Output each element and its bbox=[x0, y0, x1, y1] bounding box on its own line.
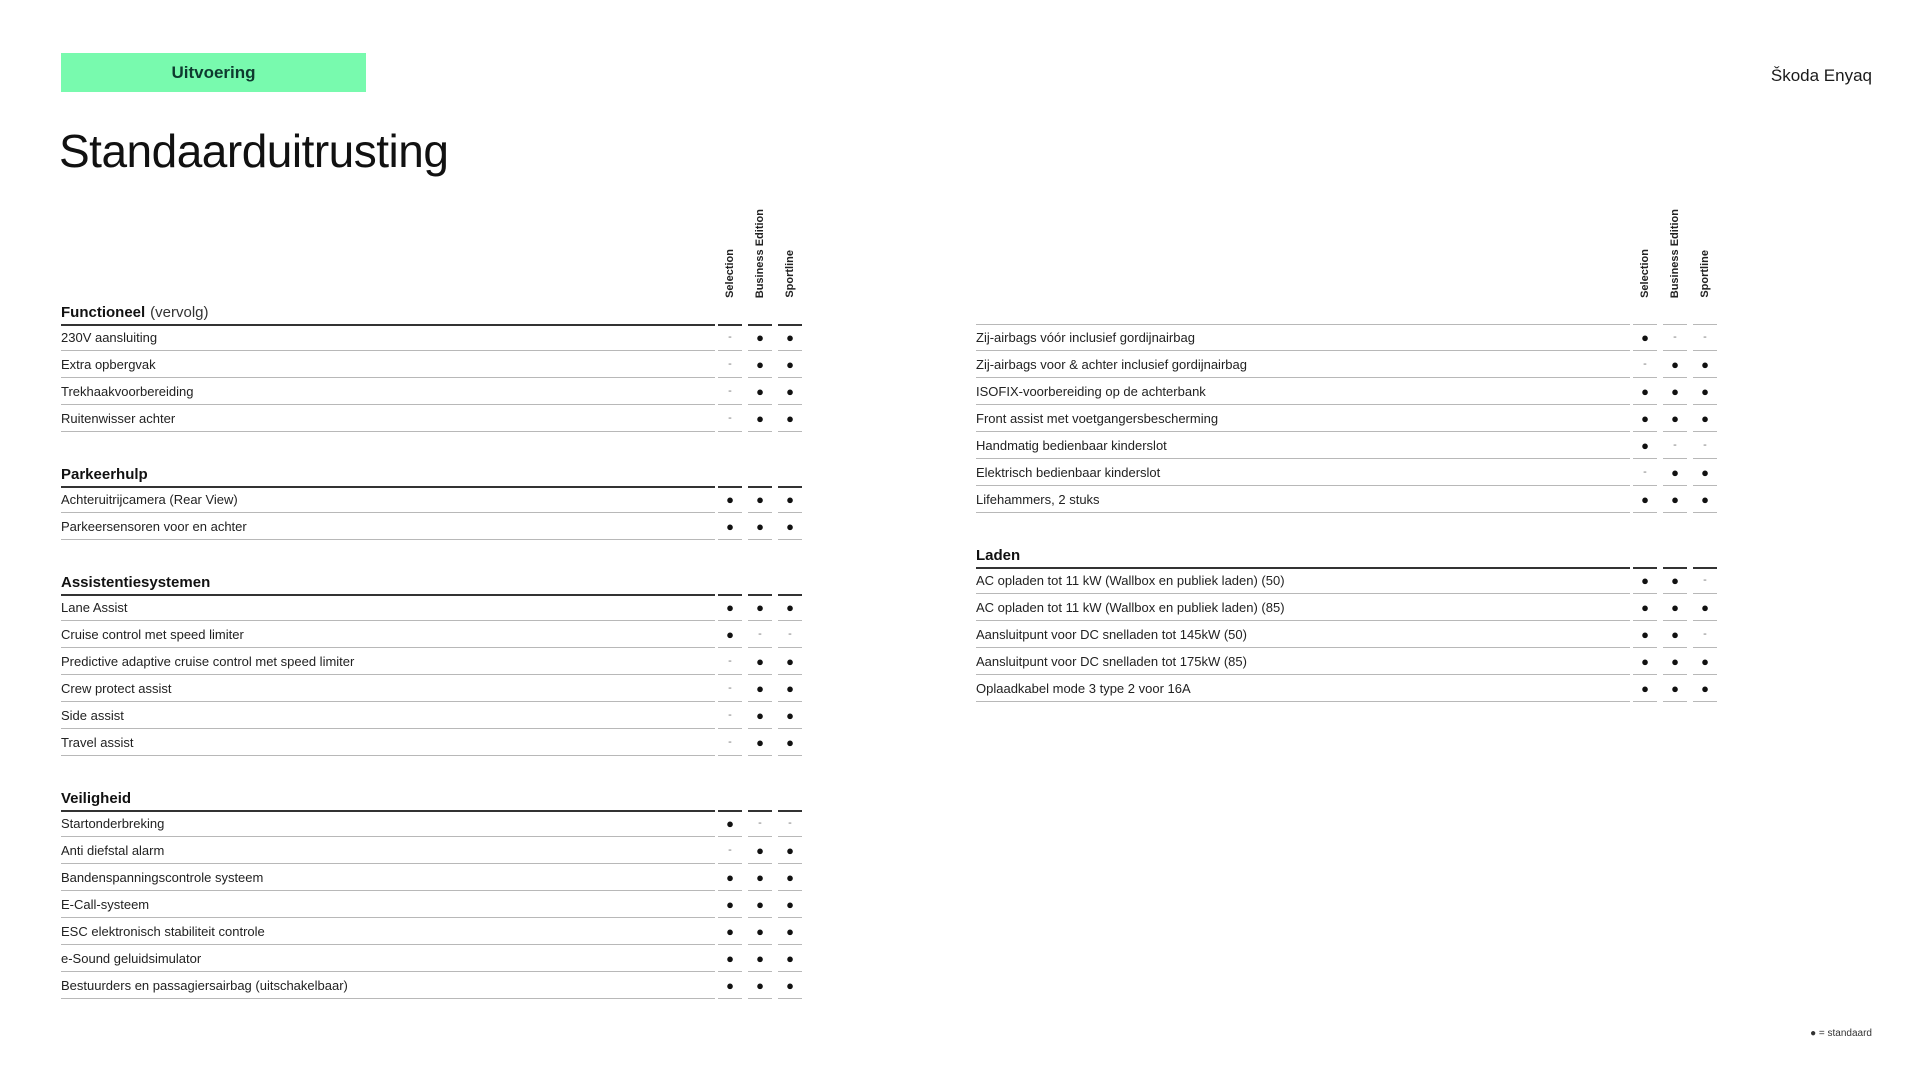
availability-cell: - bbox=[718, 405, 742, 432]
availability-cell: ● bbox=[1693, 351, 1717, 378]
availability-cell: ● bbox=[1633, 567, 1657, 594]
feature-label: Aansluitpunt voor DC snelladen tot 145kW (50) bbox=[976, 621, 1630, 648]
availability-cell: ● bbox=[748, 945, 772, 972]
availability-cell: ● bbox=[748, 675, 772, 702]
availability-cell: ● bbox=[1633, 486, 1657, 513]
availability-cell: ● bbox=[718, 621, 742, 648]
feature-label: Bestuurders en passagiersairbag (uitschakelbaar) bbox=[61, 972, 715, 999]
availability-cell: ● bbox=[778, 324, 802, 351]
feature-label: Zij-airbags voor & achter inclusief gordijnairbag bbox=[976, 351, 1630, 378]
table-row bbox=[61, 675, 811, 702]
feature-label: Cruise control met speed limiter bbox=[61, 621, 715, 648]
availability-cell: ● bbox=[1663, 486, 1687, 513]
table-row bbox=[976, 486, 1726, 513]
availability-cell: ● bbox=[1663, 351, 1687, 378]
section-heading bbox=[976, 541, 1726, 567]
table-row bbox=[61, 918, 811, 945]
availability-cell: ● bbox=[778, 594, 802, 621]
availability-cell: ● bbox=[1693, 648, 1717, 675]
brand-name: Škoda Enyaq bbox=[1770, 66, 1872, 85]
availability-cell: ● bbox=[1663, 567, 1687, 594]
feature-label: Lane Assist bbox=[61, 594, 715, 621]
feature-label: Parkeersensoren voor en achter bbox=[61, 513, 715, 540]
feature-label: E-Call-systeem bbox=[61, 891, 715, 918]
equipment-section bbox=[976, 541, 1726, 702]
table-row bbox=[61, 837, 811, 864]
feature-label: ESC elektronisch stabiliteit controle bbox=[61, 918, 715, 945]
table-row bbox=[976, 405, 1726, 432]
section-heading bbox=[61, 298, 811, 324]
availability-cell: ● bbox=[718, 972, 742, 999]
availability-cell: - bbox=[718, 702, 742, 729]
feature-label: Zij-airbags vóór inclusief gordijnairbag bbox=[976, 324, 1630, 351]
availability-cell: - bbox=[778, 810, 802, 837]
availability-cell: - bbox=[718, 729, 742, 756]
table-row bbox=[61, 621, 811, 648]
table-row bbox=[61, 594, 811, 621]
section-note: (vervolg) bbox=[150, 304, 209, 321]
table-row bbox=[61, 945, 811, 972]
availability-cell: ● bbox=[1693, 675, 1717, 702]
feature-label: Oplaadkabel mode 3 type 2 voor 16A bbox=[976, 675, 1630, 702]
availability-cell: ● bbox=[1663, 378, 1687, 405]
feature-label: AC opladen tot 11 kW (Wallbox en publiek laden) (50) bbox=[976, 567, 1630, 594]
section-heading bbox=[61, 568, 811, 594]
feature-label: Elektrisch bedienbaar kinderslot bbox=[976, 459, 1630, 486]
table-row bbox=[61, 405, 811, 432]
availability-cell: - bbox=[718, 675, 742, 702]
table-row bbox=[976, 432, 1726, 459]
feature-label: Handmatig bedienbaar kinderslot bbox=[976, 432, 1630, 459]
feature-label: 230V aansluiting bbox=[61, 324, 715, 351]
section-heading bbox=[61, 784, 811, 810]
availability-cell: ● bbox=[1693, 378, 1717, 405]
availability-cell: ● bbox=[778, 972, 802, 999]
equipment-section bbox=[61, 298, 811, 432]
availability-cell: - bbox=[748, 621, 772, 648]
feature-label: Ruitenwisser achter bbox=[61, 405, 715, 432]
availability-cell: ● bbox=[748, 513, 772, 540]
availability-cell: - bbox=[778, 621, 802, 648]
feature-label: Trekhaakvoorbereiding bbox=[61, 378, 715, 405]
table-row bbox=[976, 378, 1726, 405]
availability-cell: ● bbox=[718, 486, 742, 513]
feature-label: Crew protect assist bbox=[61, 675, 715, 702]
availability-cell: ● bbox=[718, 810, 742, 837]
column-headers bbox=[976, 200, 1726, 298]
availability-cell: ● bbox=[1663, 459, 1687, 486]
table-row bbox=[61, 891, 811, 918]
availability-cell: - bbox=[718, 648, 742, 675]
availability-cell: ● bbox=[748, 405, 772, 432]
availability-cell: ● bbox=[1663, 594, 1687, 621]
table-row bbox=[976, 675, 1726, 702]
availability-cell: ● bbox=[778, 702, 802, 729]
availability-cell: - bbox=[1633, 459, 1657, 486]
availability-cell: - bbox=[1693, 567, 1717, 594]
column-header-selection: Selection bbox=[724, 249, 736, 298]
section-heading bbox=[61, 460, 811, 486]
feature-label: Bandenspanningscontrole systeem bbox=[61, 864, 715, 891]
availability-cell: ● bbox=[748, 918, 772, 945]
table-row bbox=[61, 810, 811, 837]
availability-cell: ● bbox=[1663, 648, 1687, 675]
availability-cell: ● bbox=[778, 675, 802, 702]
feature-label: Extra opbergvak bbox=[61, 351, 715, 378]
availability-cell: ● bbox=[778, 945, 802, 972]
table-row bbox=[61, 864, 811, 891]
availability-cell: ● bbox=[718, 918, 742, 945]
availability-cell: ● bbox=[748, 648, 772, 675]
availability-cell: ● bbox=[778, 378, 802, 405]
availability-cell: ● bbox=[1633, 432, 1657, 459]
equipment-section bbox=[61, 460, 811, 540]
feature-label: Side assist bbox=[61, 702, 715, 729]
availability-cell: ● bbox=[748, 486, 772, 513]
table-row bbox=[61, 702, 811, 729]
feature-label: e-Sound geluidsimulator bbox=[61, 945, 715, 972]
availability-cell: ● bbox=[748, 702, 772, 729]
table-row bbox=[976, 351, 1726, 378]
section-tag-label: Uitvoering bbox=[171, 62, 256, 82]
availability-cell: ● bbox=[748, 729, 772, 756]
table-row bbox=[976, 621, 1726, 648]
column-headers bbox=[61, 200, 811, 298]
section-title: Parkeerhulp bbox=[61, 466, 148, 483]
feature-label: Anti diefstal alarm bbox=[61, 837, 715, 864]
availability-cell: ● bbox=[748, 837, 772, 864]
availability-cell: ● bbox=[1633, 594, 1657, 621]
availability-cell: ● bbox=[778, 486, 802, 513]
availability-cell: ● bbox=[1633, 405, 1657, 432]
availability-cell: ● bbox=[778, 918, 802, 945]
column-header-business-edition: Business Edition bbox=[1669, 208, 1681, 298]
feature-label: Predictive adaptive cruise control met speed limiter bbox=[61, 648, 715, 675]
column-header-business-edition: Business Edition bbox=[754, 208, 766, 298]
availability-cell: ● bbox=[1693, 594, 1717, 621]
availability-cell: ● bbox=[778, 405, 802, 432]
availability-cell: ● bbox=[748, 864, 772, 891]
section-heading bbox=[976, 298, 1726, 324]
availability-cell: ● bbox=[748, 351, 772, 378]
section-title: Laden bbox=[976, 547, 1021, 564]
availability-cell: ● bbox=[778, 729, 802, 756]
availability-cell: ● bbox=[718, 864, 742, 891]
table-row bbox=[61, 378, 811, 405]
feature-label: AC opladen tot 11 kW (Wallbox en publiek laden) (85) bbox=[976, 594, 1630, 621]
feature-label: Lifehammers, 2 stuks bbox=[976, 486, 1630, 513]
availability-cell: ● bbox=[748, 594, 772, 621]
feature-label: Achteruitrijcamera (Rear View) bbox=[61, 486, 715, 513]
table-row bbox=[61, 486, 811, 513]
equipment-section bbox=[976, 298, 1726, 513]
availability-cell: ● bbox=[1633, 648, 1657, 675]
table-row bbox=[976, 594, 1726, 621]
availability-cell: ● bbox=[1633, 324, 1657, 351]
table-row bbox=[976, 324, 1726, 351]
table-row bbox=[61, 729, 811, 756]
table-row bbox=[61, 351, 811, 378]
equipment-section bbox=[61, 568, 811, 756]
availability-cell: ● bbox=[1633, 621, 1657, 648]
table-row bbox=[61, 648, 811, 675]
availability-cell: - bbox=[1663, 324, 1687, 351]
availability-cell: ● bbox=[778, 891, 802, 918]
availability-cell: ● bbox=[778, 864, 802, 891]
availability-cell: ● bbox=[778, 513, 802, 540]
availability-cell: ● bbox=[748, 972, 772, 999]
availability-cell: - bbox=[1693, 324, 1717, 351]
availability-cell: ● bbox=[718, 513, 742, 540]
feature-label: Aansluitpunt voor DC snelladen tot 175kW (85) bbox=[976, 648, 1630, 675]
table-row bbox=[61, 513, 811, 540]
availability-cell: - bbox=[1633, 351, 1657, 378]
table-row bbox=[976, 459, 1726, 486]
availability-cell: ● bbox=[1633, 675, 1657, 702]
section-tag bbox=[61, 53, 366, 92]
table-row bbox=[61, 324, 811, 351]
availability-cell: ● bbox=[748, 324, 772, 351]
availability-cell: ● bbox=[1663, 675, 1687, 702]
availability-cell: - bbox=[1693, 432, 1717, 459]
feature-label: Front assist met voetgangersbescherming bbox=[976, 405, 1630, 432]
column-header-sportline: Sportline bbox=[784, 250, 796, 298]
table-row bbox=[976, 567, 1726, 594]
column-header-sportline: Sportline bbox=[1699, 250, 1711, 298]
availability-cell: ● bbox=[1663, 621, 1687, 648]
availability-cell: - bbox=[718, 351, 742, 378]
equipment-section bbox=[61, 784, 811, 999]
availability-cell: ● bbox=[718, 945, 742, 972]
availability-cell: - bbox=[748, 810, 772, 837]
section-title: Functioneel bbox=[61, 304, 146, 321]
equipment-sections bbox=[976, 298, 1726, 702]
table-row bbox=[976, 648, 1726, 675]
availability-cell: ● bbox=[1633, 378, 1657, 405]
equipment-sections bbox=[61, 298, 811, 999]
equipment-column-right bbox=[976, 200, 1726, 702]
feature-label: Travel assist bbox=[61, 729, 715, 756]
availability-cell: ● bbox=[778, 837, 802, 864]
column-header-selection: Selection bbox=[1639, 249, 1651, 298]
feature-label: Startonderbreking bbox=[61, 810, 715, 837]
availability-cell: - bbox=[1693, 621, 1717, 648]
availability-cell: - bbox=[1663, 432, 1687, 459]
section-title: Veiligheid bbox=[61, 790, 132, 807]
availability-cell: - bbox=[718, 324, 742, 351]
availability-cell: - bbox=[718, 378, 742, 405]
availability-cell: ● bbox=[1693, 405, 1717, 432]
equipment-column-left bbox=[61, 200, 811, 999]
legend: ● = standaard bbox=[1810, 1028, 1872, 1039]
feature-label: ISOFIX-voorbereiding op de achterbank bbox=[976, 378, 1630, 405]
availability-cell: ● bbox=[1693, 486, 1717, 513]
availability-cell: - bbox=[718, 837, 742, 864]
section-title: Assistentiesystemen bbox=[61, 574, 211, 591]
availability-cell: ● bbox=[748, 891, 772, 918]
availability-cell: ● bbox=[1693, 459, 1717, 486]
availability-cell: ● bbox=[778, 648, 802, 675]
table-row bbox=[61, 972, 811, 999]
page-title: Standaarduitrusting bbox=[59, 125, 449, 177]
availability-cell: ● bbox=[778, 351, 802, 378]
availability-cell: ● bbox=[748, 378, 772, 405]
availability-cell: ● bbox=[718, 594, 742, 621]
availability-cell: ● bbox=[1663, 405, 1687, 432]
availability-cell: ● bbox=[718, 891, 742, 918]
